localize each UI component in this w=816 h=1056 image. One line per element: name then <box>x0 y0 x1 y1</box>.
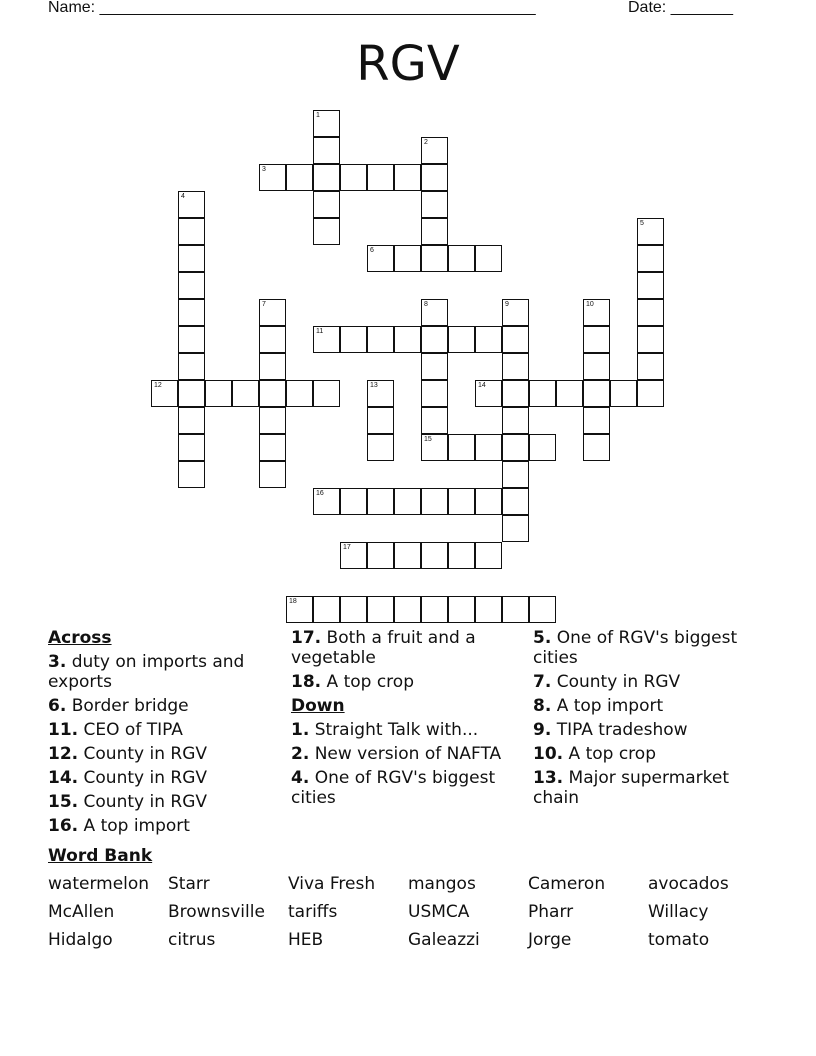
crossword-cell[interactable] <box>421 407 448 434</box>
crossword-cell[interactable] <box>178 407 205 434</box>
word-bank-item: Cameron <box>528 874 606 894</box>
crossword-cell[interactable] <box>178 461 205 488</box>
word-bank-item: Viva Fresh <box>288 874 376 894</box>
crossword-cell[interactable] <box>313 488 340 515</box>
crossword-cell[interactable] <box>367 164 394 191</box>
crossword-cell[interactable] <box>448 488 475 515</box>
crossword-cell[interactable] <box>340 596 367 623</box>
crossword-cell[interactable] <box>340 164 367 191</box>
crossword-cell[interactable] <box>367 380 394 407</box>
crossword-cell[interactable] <box>286 380 313 407</box>
crossword-cell[interactable] <box>313 326 340 353</box>
clue-across-14: 14. County in RGV <box>48 768 207 788</box>
crossword-cell[interactable] <box>637 299 664 326</box>
clue-across-11: 11. CEO of TIPA <box>48 720 183 740</box>
clue-number: 2 <box>424 139 428 146</box>
crossword-cell[interactable] <box>502 596 529 623</box>
clue-down-1: 1. Straight Talk with... <box>291 720 479 740</box>
clue-down-4: 4. One of RGV's biggest cities <box>291 768 496 808</box>
crossword-cell[interactable] <box>475 326 502 353</box>
word-bank-item: Jorge <box>528 930 572 950</box>
crossword-cell[interactable] <box>367 326 394 353</box>
crossword-cell[interactable] <box>394 164 421 191</box>
crossword-cell[interactable] <box>637 218 664 245</box>
crossword-cell[interactable] <box>178 272 205 299</box>
crossword-cell[interactable] <box>637 380 664 407</box>
crossword-cell[interactable] <box>259 434 286 461</box>
crossword-cell[interactable] <box>448 245 475 272</box>
crossword-cell[interactable] <box>178 380 205 407</box>
clue-across-3: 3. duty on imports and exports <box>48 652 245 692</box>
word-bank-item: mangos <box>408 874 476 894</box>
clues-column-1 <box>48 628 278 840</box>
crossword-cell[interactable] <box>583 326 610 353</box>
crossword-cell[interactable] <box>178 434 205 461</box>
crossword-cell[interactable] <box>259 326 286 353</box>
crossword-cell[interactable] <box>421 542 448 569</box>
crossword-cell[interactable] <box>502 326 529 353</box>
word-bank-item: Galeazzi <box>408 930 480 950</box>
crossword-cell[interactable] <box>475 542 502 569</box>
clue-across-18: 18. A top crop <box>291 672 414 692</box>
clue-down-8: 8. A top import <box>533 696 664 716</box>
clue-number: 3 <box>262 166 266 173</box>
word-bank-item: USMCA <box>408 902 470 922</box>
crossword-cell[interactable] <box>529 596 556 623</box>
name-field-label: Name: _________________________________________________ <box>48 0 536 16</box>
crossword-cell[interactable] <box>367 245 394 272</box>
clue-number: 18 <box>289 598 297 605</box>
clue-number: 7 <box>262 301 266 308</box>
clues-column-2 <box>291 628 516 812</box>
crossword-cell[interactable] <box>583 353 610 380</box>
crossword-cell[interactable] <box>610 380 637 407</box>
clue-down-10: 10. A top crop <box>533 744 656 764</box>
word-bank-item: Willacy <box>648 902 709 922</box>
clue-number: 13 <box>370 382 378 389</box>
clue-down-5: 5. One of RGV's biggest cities <box>533 628 738 668</box>
crossword-cell[interactable] <box>340 488 367 515</box>
crossword-cell[interactable] <box>259 461 286 488</box>
crossword-cell[interactable] <box>637 272 664 299</box>
crossword-cell[interactable] <box>313 110 340 137</box>
crossword-cell[interactable] <box>502 407 529 434</box>
crossword-cell[interactable] <box>502 353 529 380</box>
crossword-cell[interactable] <box>205 380 232 407</box>
clue-number: 4 <box>181 193 185 200</box>
crossword-cell[interactable] <box>556 380 583 407</box>
crossword-cell[interactable] <box>259 164 286 191</box>
down-heading: Down <box>291 696 345 716</box>
word-bank-title: Word Bank <box>48 846 153 866</box>
crossword-cell[interactable] <box>421 596 448 623</box>
crossword-cell[interactable] <box>313 164 340 191</box>
crossword-cell[interactable] <box>367 488 394 515</box>
crossword-cell[interactable] <box>637 353 664 380</box>
crossword-cell[interactable] <box>367 596 394 623</box>
crossword-cell[interactable] <box>583 407 610 434</box>
clue-number: 6 <box>370 247 374 254</box>
clues-column-3 <box>533 628 768 812</box>
clue-number: 9 <box>505 301 509 308</box>
crossword-cell[interactable] <box>313 218 340 245</box>
crossword-cell[interactable] <box>394 542 421 569</box>
clue-across-15: 15. County in RGV <box>48 792 207 812</box>
clue-number: 16 <box>316 490 324 497</box>
clue-across-6: 6. Border bridge <box>48 696 189 716</box>
crossword-cell[interactable] <box>421 191 448 218</box>
word-bank-item: HEB <box>288 930 324 950</box>
crossword-cell[interactable] <box>475 434 502 461</box>
word-bank-item: Brownsville <box>168 902 265 922</box>
crossword-cell[interactable] <box>340 542 367 569</box>
word-bank-item: Hidalgo <box>48 930 113 950</box>
clue-number: 11 <box>316 328 324 335</box>
crossword-cell[interactable] <box>394 488 421 515</box>
date-field-label: Date: _______ <box>628 0 733 16</box>
crossword-cell[interactable] <box>448 542 475 569</box>
crossword-cell[interactable] <box>286 164 313 191</box>
clue-number: 15 <box>424 436 432 443</box>
crossword-cell[interactable] <box>421 245 448 272</box>
crossword-cell[interactable] <box>178 353 205 380</box>
crossword-cell[interactable] <box>313 137 340 164</box>
word-bank-item: McAllen <box>48 902 115 922</box>
crossword-cell[interactable] <box>502 434 529 461</box>
crossword-cell[interactable] <box>448 434 475 461</box>
clue-number: 12 <box>154 382 162 389</box>
crossword-cell[interactable] <box>178 326 205 353</box>
word-bank-item: tariffs <box>288 902 338 922</box>
crossword-cell[interactable] <box>448 596 475 623</box>
clue-number: 10 <box>586 301 594 308</box>
crossword-cell[interactable] <box>421 353 448 380</box>
crossword-cell[interactable] <box>259 407 286 434</box>
crossword-cell[interactable] <box>313 596 340 623</box>
crossword-cell[interactable] <box>502 380 529 407</box>
crossword-cell[interactable] <box>421 137 448 164</box>
crossword-cell[interactable] <box>475 596 502 623</box>
word-bank-item: avocados <box>648 874 729 894</box>
crossword-cell[interactable] <box>529 434 556 461</box>
crossword-cell[interactable] <box>421 326 448 353</box>
crossword-cell[interactable] <box>502 299 529 326</box>
crossword-cell[interactable] <box>421 164 448 191</box>
crossword-cell[interactable] <box>475 245 502 272</box>
crossword-cell[interactable] <box>178 299 205 326</box>
word-bank-item: Pharr <box>528 902 574 922</box>
crossword-cell[interactable] <box>583 434 610 461</box>
crossword-cell[interactable] <box>583 299 610 326</box>
crossword-cell[interactable] <box>178 191 205 218</box>
crossword-cell[interactable] <box>502 461 529 488</box>
crossword-cell[interactable] <box>178 245 205 272</box>
crossword-cell[interactable] <box>421 434 448 461</box>
crossword-cell[interactable] <box>340 326 367 353</box>
clue-number: 1 <box>316 112 320 119</box>
clue-across-16: 16. A top import <box>48 816 190 836</box>
crossword-cell[interactable] <box>502 515 529 542</box>
clue-number: 8 <box>424 301 428 308</box>
word-bank-item: Starr <box>168 874 210 894</box>
crossword-cell[interactable] <box>151 380 178 407</box>
clue-down-13: 13. Major supermarket chain <box>533 768 730 808</box>
crossword-cell[interactable] <box>367 407 394 434</box>
crossword-cell[interactable] <box>367 542 394 569</box>
clue-down-7: 7. County in RGV <box>533 672 681 692</box>
clue-number: 14 <box>478 382 486 389</box>
crossword-cell[interactable] <box>502 488 529 515</box>
word-bank-item: citrus <box>168 930 216 950</box>
crossword-cell[interactable] <box>583 380 610 407</box>
clue-across-17: 17. Both a fruit and a vegetable <box>291 628 476 668</box>
crossword-cell[interactable] <box>529 380 556 407</box>
clue-number: 5 <box>640 220 644 227</box>
crossword-cell[interactable] <box>475 488 502 515</box>
across-heading: Across <box>48 628 112 648</box>
crossword-cell[interactable] <box>286 596 313 623</box>
crossword-cell[interactable] <box>178 218 205 245</box>
crossword-cell[interactable] <box>259 353 286 380</box>
word-bank-item: watermelon <box>48 874 150 894</box>
crossword-cell[interactable] <box>313 191 340 218</box>
crossword-cell[interactable] <box>421 299 448 326</box>
crossword-cell[interactable] <box>394 596 421 623</box>
crossword-cell[interactable] <box>394 245 421 272</box>
word-bank-item: tomato <box>648 930 710 950</box>
crossword-cell[interactable] <box>421 218 448 245</box>
crossword-cell[interactable] <box>475 380 502 407</box>
clue-across-12: 12. County in RGV <box>48 744 207 764</box>
crossword-cell[interactable] <box>421 488 448 515</box>
crossword-cell[interactable] <box>448 326 475 353</box>
crossword-cell[interactable] <box>421 380 448 407</box>
crossword-cell[interactable] <box>637 326 664 353</box>
page-title: RGV <box>356 36 460 92</box>
crossword-cell[interactable] <box>232 380 259 407</box>
clue-down-9: 9. TIPA tradeshow <box>533 720 688 740</box>
crossword-cell[interactable] <box>367 434 394 461</box>
crossword-cell[interactable] <box>394 326 421 353</box>
crossword-cell[interactable] <box>259 380 286 407</box>
clue-number: 17 <box>343 544 351 551</box>
clue-down-2: 2. New version of NAFTA <box>291 744 502 764</box>
crossword-cell[interactable] <box>259 299 286 326</box>
crossword-cell[interactable] <box>313 380 340 407</box>
crossword-cell[interactable] <box>637 245 664 272</box>
